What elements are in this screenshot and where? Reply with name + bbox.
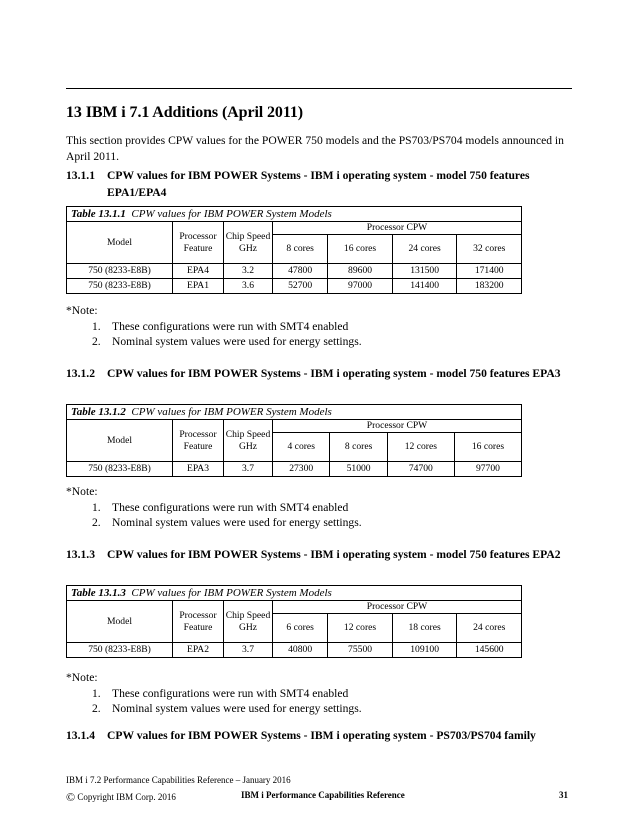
cell: 750 (8233-E8B) bbox=[67, 643, 173, 658]
section-number: 13.1.2 bbox=[66, 367, 95, 380]
section-heading-13-1-2 bbox=[66, 365, 576, 382]
header-cores: 6 cores bbox=[273, 614, 328, 643]
section-heading-13-1-1 bbox=[66, 167, 576, 201]
header-cores: 16 cores bbox=[454, 433, 521, 462]
header-cores: 12 cores bbox=[328, 614, 393, 643]
section-title: CPW values for IBM POWER Systems - IBM i operating system - PS703/PS704 family bbox=[107, 729, 536, 742]
header-cores: 4 cores bbox=[273, 433, 330, 462]
header-cores: 16 cores bbox=[328, 235, 393, 264]
cell: EPA2 bbox=[173, 643, 224, 658]
header-cores: 8 cores bbox=[273, 235, 328, 264]
header-processor-cpw: Processor CPW bbox=[273, 420, 522, 433]
cell: 3.6 bbox=[224, 279, 273, 294]
note-label: *Note: bbox=[66, 304, 98, 317]
cell: 183200 bbox=[457, 279, 522, 294]
header-processor-cpw: Processor CPW bbox=[273, 601, 522, 614]
cell: 74700 bbox=[387, 462, 454, 477]
header-cores: 24 cores bbox=[457, 614, 522, 643]
header-processor-feature: Processor Feature bbox=[173, 222, 224, 264]
table-row bbox=[67, 462, 522, 477]
table-caption: Table 13.1.3 CPW values for IBM POWER System Models bbox=[67, 586, 522, 601]
header-processor-feature: Processor Feature bbox=[173, 420, 224, 462]
note-13-1-2 bbox=[66, 484, 362, 531]
cell: 171400 bbox=[457, 264, 522, 279]
cell: 3.2 bbox=[224, 264, 273, 279]
header-processor-cpw: Processor CPW bbox=[273, 222, 522, 235]
note-item: 2. Nominal system values were used for energy settings. bbox=[92, 516, 362, 529]
section-heading-13-1-4 bbox=[66, 727, 576, 744]
intro-paragraph: This section provides CPW values for the POWER 750 models and the PS703/PS704 models announced in April 2011. bbox=[66, 134, 564, 163]
cpw-table-13-1-3 bbox=[66, 585, 522, 658]
cell: 3.7 bbox=[224, 462, 273, 477]
section-heading-13-1-3 bbox=[66, 546, 576, 563]
cell: EPA3 bbox=[173, 462, 224, 477]
cpw-table-13-1-2 bbox=[66, 404, 522, 477]
cell: 3.7 bbox=[224, 643, 273, 658]
footer-copyright: © Copyright IBM Corp. 2016 bbox=[66, 790, 176, 804]
cell: EPA1 bbox=[173, 279, 224, 294]
header-chip-speed: Chip Speed GHz bbox=[224, 601, 273, 643]
cell: 145600 bbox=[457, 643, 522, 658]
footer-center-title: IBM i Performance Capabilities Reference bbox=[241, 790, 405, 800]
cell: 750 (8233-E8B) bbox=[67, 462, 173, 477]
note-item: 1. These configurations were run with SMT4 enabled bbox=[92, 500, 349, 514]
section-title: CPW values for IBM POWER Systems - IBM i operating system - model 750 features EPA2 bbox=[107, 548, 561, 561]
cell: 51000 bbox=[330, 462, 387, 477]
header-cores: 8 cores bbox=[330, 433, 387, 462]
header-model: Model bbox=[67, 420, 173, 462]
cell: 47800 bbox=[273, 264, 328, 279]
footer-document-title: IBM i 7.2 Performance Capabilities Reference – January 2016 bbox=[66, 775, 291, 785]
note-label: *Note: bbox=[66, 671, 98, 684]
cell: 52700 bbox=[273, 279, 328, 294]
cell: 75500 bbox=[328, 643, 393, 658]
cell: 97000 bbox=[328, 279, 393, 294]
header-chip-speed: Chip Speed GHz bbox=[224, 420, 273, 462]
section-number: 13.1.3 bbox=[66, 548, 95, 561]
table-caption: Table 13.1.2 CPW values for IBM POWER System Models bbox=[67, 405, 522, 420]
cell: 40800 bbox=[273, 643, 328, 658]
note-item: 1. These configurations were run with SMT4 enabled bbox=[92, 686, 349, 700]
header-cores: 12 cores bbox=[387, 433, 454, 462]
top-rule bbox=[66, 88, 572, 89]
header-chip-speed: Chip Speed GHz bbox=[224, 222, 273, 264]
table-row bbox=[67, 643, 522, 658]
section-title: CPW values for IBM POWER Systems - IBM i operating system - model 750 features EPA3 bbox=[107, 367, 561, 380]
header-processor-feature: Processor Feature bbox=[173, 601, 224, 643]
cell: 109100 bbox=[392, 643, 457, 658]
table-row bbox=[67, 264, 522, 279]
note-13-1-1 bbox=[66, 303, 362, 350]
note-item: 2. Nominal system values were used for energy settings. bbox=[92, 702, 362, 715]
cell: 27300 bbox=[273, 462, 330, 477]
section-number: 13.1.1 bbox=[66, 169, 95, 182]
cell: 97700 bbox=[454, 462, 521, 477]
header-model: Model bbox=[67, 222, 173, 264]
cell: 141400 bbox=[392, 279, 457, 294]
chapter-heading: 13 IBM i 7.1 Additions (April 2011) bbox=[66, 104, 303, 121]
note-item: 1. These configurations were run with SMT4 enabled bbox=[92, 319, 349, 333]
cell: 750 (8233-E8B) bbox=[67, 264, 173, 279]
note-label: *Note: bbox=[66, 485, 98, 498]
cell: 750 (8233-E8B) bbox=[67, 279, 173, 294]
header-cores: 32 cores bbox=[457, 235, 522, 264]
table-caption: Table 13.1.1 CPW values for IBM POWER System Models bbox=[67, 207, 522, 222]
cell: 131500 bbox=[392, 264, 457, 279]
copyright-icon: © bbox=[66, 790, 76, 804]
note-13-1-3 bbox=[66, 670, 362, 717]
section-title: CPW values for IBM POWER Systems - IBM i operating system - model 750 features EPA1/EPA4 bbox=[107, 169, 530, 199]
header-cores: 24 cores bbox=[392, 235, 457, 264]
header-model: Model bbox=[67, 601, 173, 643]
table-row bbox=[67, 279, 522, 294]
note-item: 2. Nominal system values were used for energy settings. bbox=[92, 335, 362, 348]
header-cores: 18 cores bbox=[392, 614, 457, 643]
cell: EPA4 bbox=[173, 264, 224, 279]
cpw-table-13-1-1 bbox=[66, 206, 522, 294]
cell: 89600 bbox=[328, 264, 393, 279]
section-number: 13.1.4 bbox=[66, 729, 95, 742]
page-number: 31 bbox=[559, 790, 568, 800]
